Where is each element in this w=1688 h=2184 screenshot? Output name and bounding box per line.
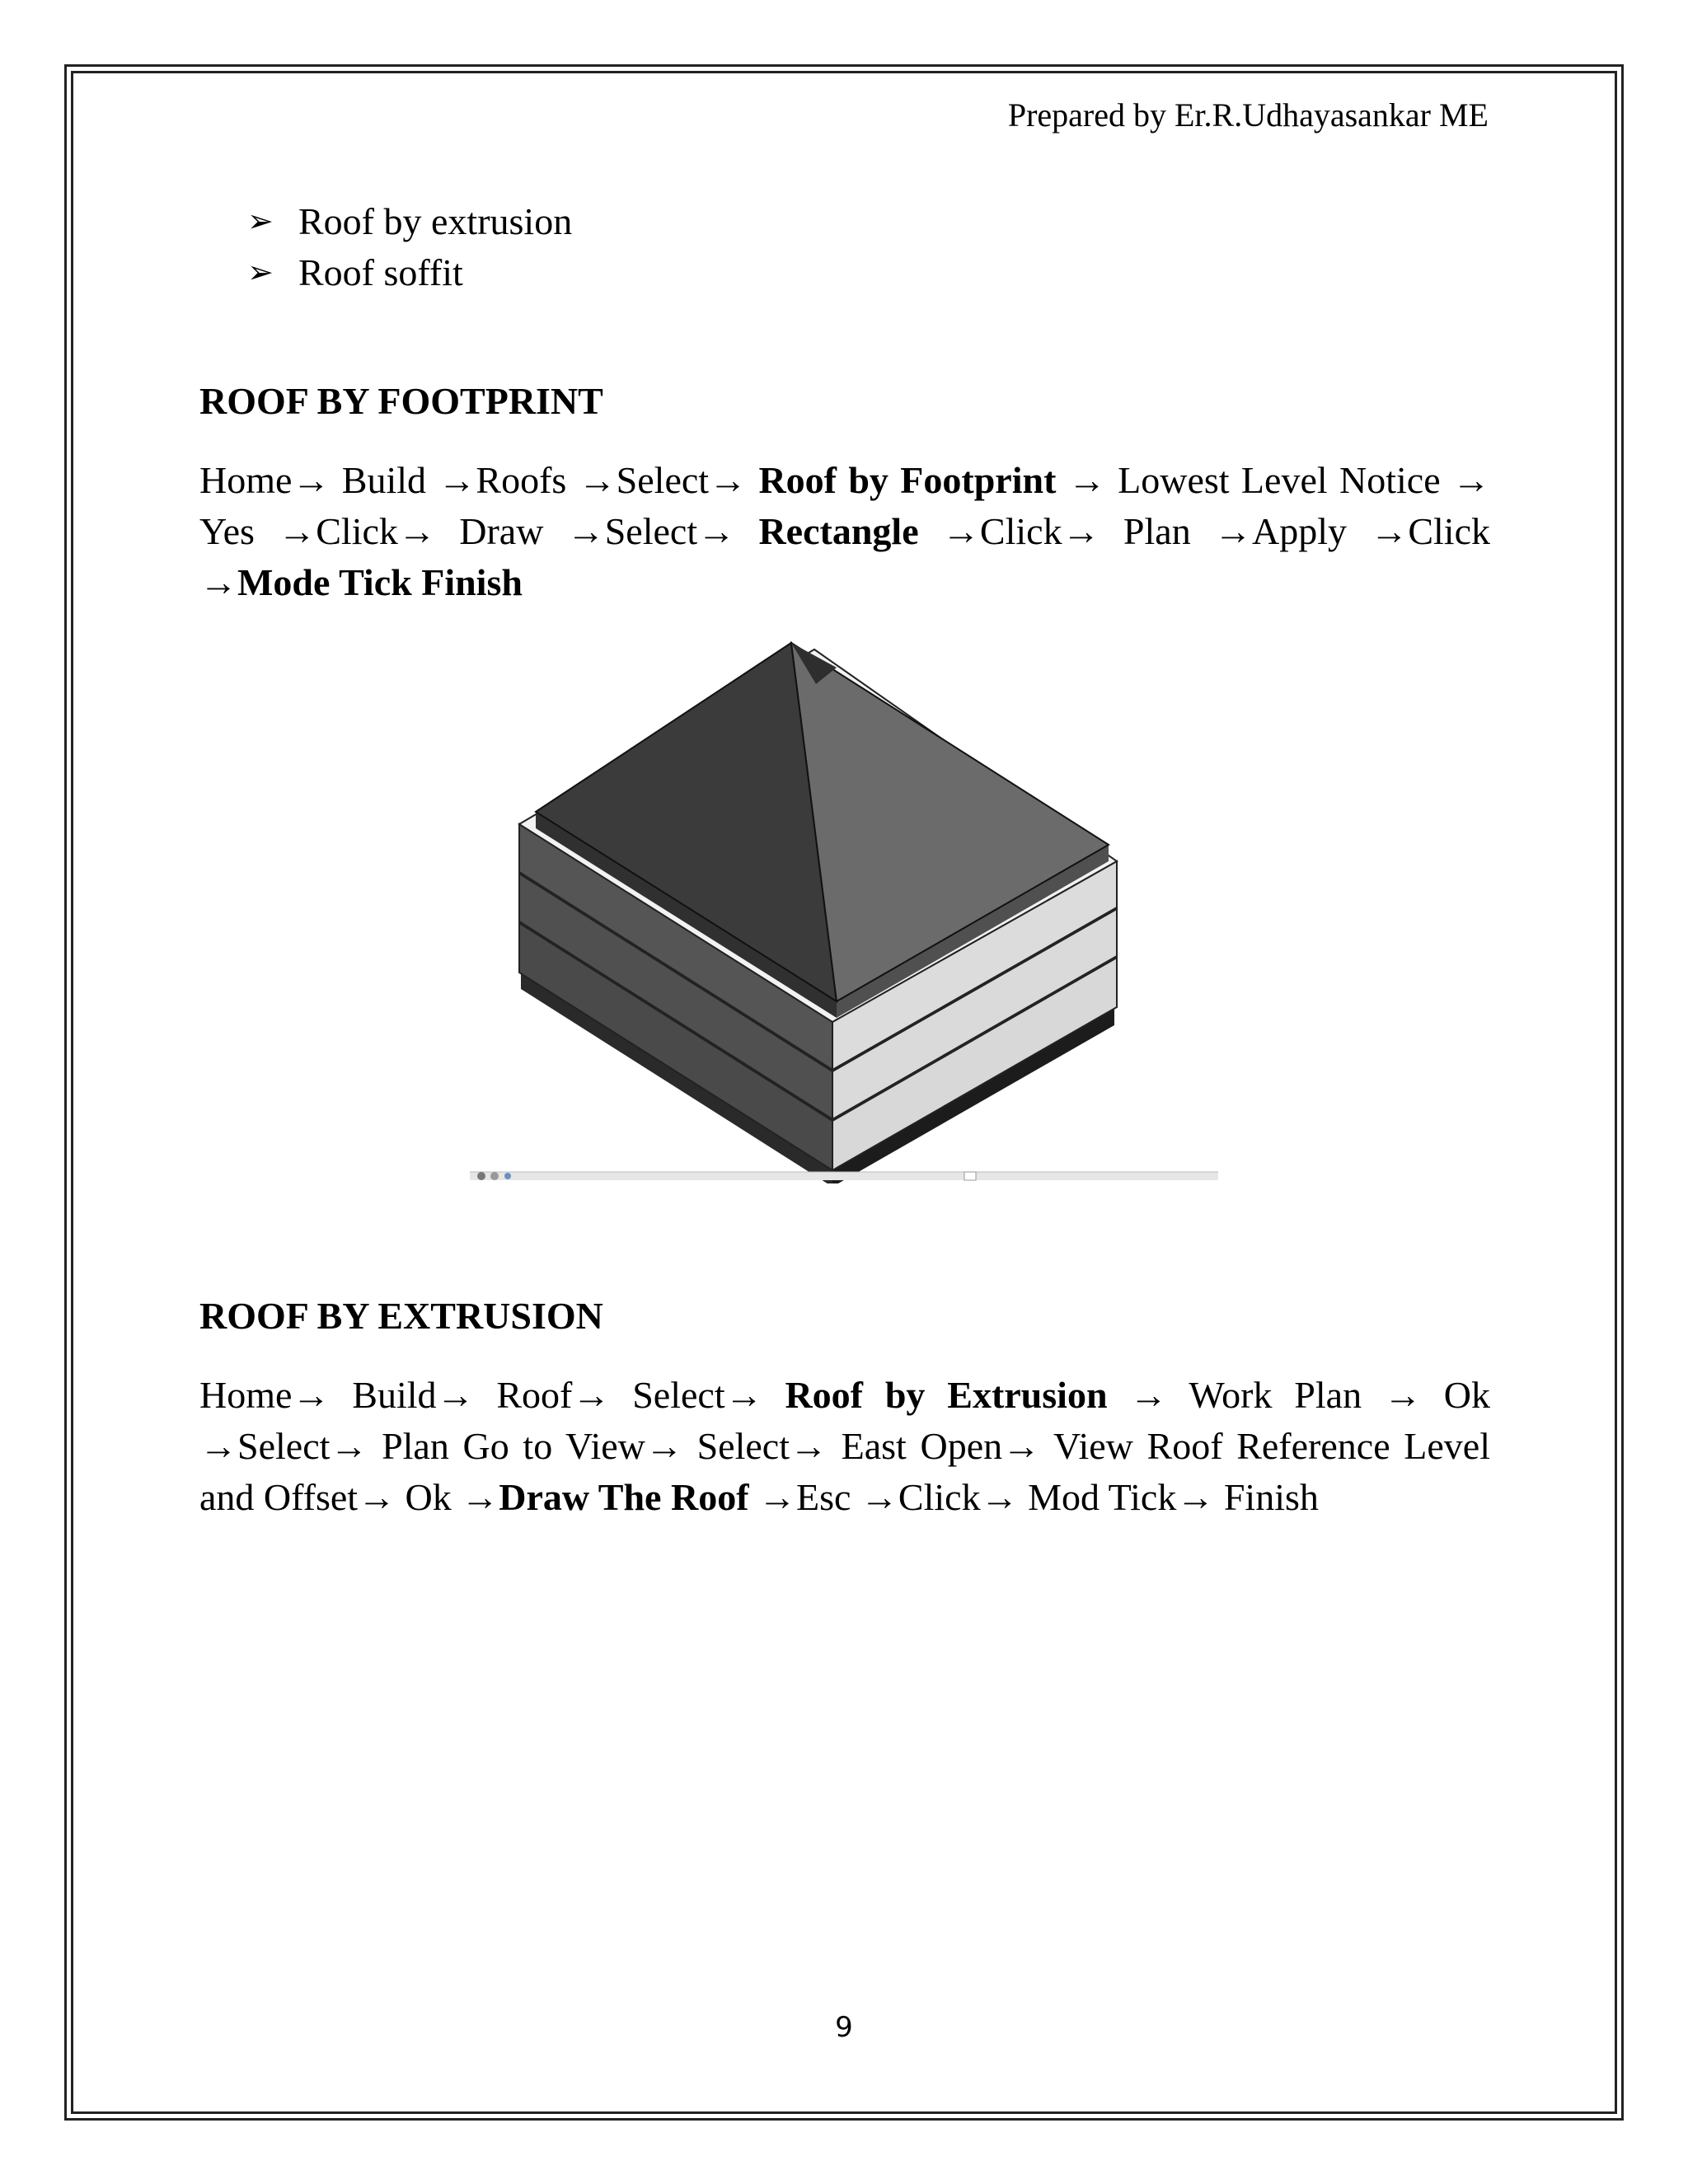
section-heading-roof-by-extrusion: ROOF BY EXTRUSION — [199, 1295, 603, 1337]
arrow-bullet-icon: ➢ — [247, 255, 274, 290]
page-number: 9 — [835, 2011, 853, 2044]
text-run: → Lowest Level Notice → Yes →Click→ Draw →Select→ — [199, 459, 1490, 552]
page-header-author: Prepared by Er.R.Udhayasankar ME — [1007, 96, 1489, 134]
bullet-list — [247, 196, 572, 298]
bold-term: Roof by Footprint — [758, 459, 1057, 501]
section-body-roof-by-footprint — [199, 455, 1490, 608]
text-run: → Work Plan → Ok →Select→ Plan Go to View→ Select→ East Open→ View Roof Reference Level and Offset→ Ok → — [199, 1374, 1491, 1518]
bullet-item — [247, 247, 572, 298]
bold-term: Roof by Extrusion — [785, 1374, 1108, 1416]
section-heading-roof-by-footprint: ROOF BY FOOTPRINT — [199, 380, 603, 422]
bold-term: Draw The Roof — [499, 1476, 749, 1518]
arrow-bullet-icon: ➢ — [247, 204, 274, 239]
text-run: Home→ Build→ Roof→ Select→ — [199, 1374, 785, 1416]
bold-term: Mode Tick Finish — [237, 561, 523, 603]
roof-footprint-illustration — [470, 635, 1218, 1183]
bold-term: Rectangle — [758, 510, 919, 552]
text-run: →Click→ Plan →Apply →Click → — [199, 510, 1490, 603]
bullet-text: Roof soffit — [298, 251, 463, 293]
section-body-roof-by-extrusion — [199, 1370, 1490, 1523]
text-run: →Esc →Click→ Mod Tick→ Finish — [748, 1476, 1319, 1518]
bullet-text: Roof by extrusion — [298, 200, 573, 242]
text-run: Home→ Build →Roofs →Select→ — [199, 459, 759, 501]
bullet-item — [247, 196, 572, 247]
